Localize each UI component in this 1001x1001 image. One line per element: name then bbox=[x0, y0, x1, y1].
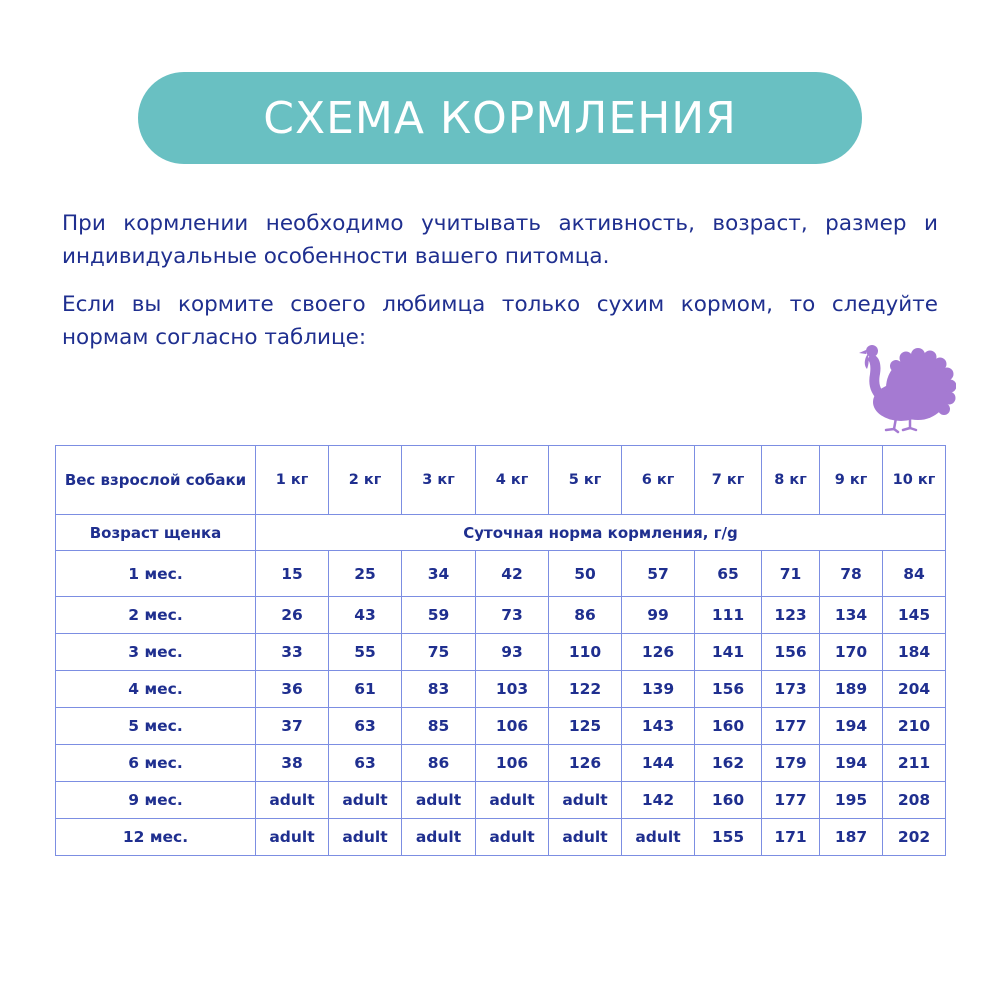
norm-cell: 162 bbox=[695, 745, 762, 782]
norm-cell: adult bbox=[329, 819, 402, 856]
page-title: СХЕМА КОРМЛЕНИЯ bbox=[263, 92, 737, 144]
norm-cell: adult bbox=[256, 782, 329, 819]
weight-header-cell: 2 кг bbox=[329, 446, 402, 515]
norm-cell: 179 bbox=[762, 745, 820, 782]
age-cell: 9 мес. bbox=[56, 782, 256, 819]
table-row bbox=[56, 671, 946, 708]
norm-cell: adult bbox=[476, 819, 549, 856]
norm-cell: 123 bbox=[762, 597, 820, 634]
norm-cell: 86 bbox=[402, 745, 476, 782]
table-row bbox=[56, 819, 946, 856]
norm-label: Суточная норма кормления, г/g bbox=[256, 515, 946, 551]
weight-header-cell: 10 кг bbox=[883, 446, 946, 515]
table-row bbox=[56, 597, 946, 634]
table-row bbox=[56, 551, 946, 597]
norm-cell: 99 bbox=[622, 597, 695, 634]
age-cell: 1 мес. bbox=[56, 551, 256, 597]
norm-cell: 194 bbox=[820, 745, 883, 782]
norm-cell: 189 bbox=[820, 671, 883, 708]
norm-cell: 37 bbox=[256, 708, 329, 745]
norm-cell: 84 bbox=[883, 551, 946, 597]
norm-cell: 170 bbox=[820, 634, 883, 671]
norm-cell: 38 bbox=[256, 745, 329, 782]
norm-cell: 103 bbox=[476, 671, 549, 708]
norm-cell: 25 bbox=[329, 551, 402, 597]
norm-cell: 173 bbox=[762, 671, 820, 708]
norm-cell: 126 bbox=[622, 634, 695, 671]
norm-cell: 142 bbox=[622, 782, 695, 819]
norm-cell: adult bbox=[329, 782, 402, 819]
norm-cell: 194 bbox=[820, 708, 883, 745]
norm-cell: 106 bbox=[476, 708, 549, 745]
norm-cell: 110 bbox=[549, 634, 622, 671]
weight-header-cell: 5 кг bbox=[549, 446, 622, 515]
norm-cell: adult bbox=[622, 819, 695, 856]
norm-cell: 145 bbox=[883, 597, 946, 634]
norm-cell: 210 bbox=[883, 708, 946, 745]
age-label: Возраст щенка bbox=[56, 515, 256, 551]
norm-cell: 125 bbox=[549, 708, 622, 745]
norm-cell: 126 bbox=[549, 745, 622, 782]
norm-cell: 55 bbox=[329, 634, 402, 671]
norm-cell: 160 bbox=[695, 708, 762, 745]
norm-cell: 83 bbox=[402, 671, 476, 708]
norm-cell: 177 bbox=[762, 782, 820, 819]
norm-cell: 202 bbox=[883, 819, 946, 856]
norm-cell: 43 bbox=[329, 597, 402, 634]
norm-cell: 160 bbox=[695, 782, 762, 819]
weight-header-row bbox=[56, 446, 946, 515]
norm-cell: 65 bbox=[695, 551, 762, 597]
norm-cell: 122 bbox=[549, 671, 622, 708]
norm-cell: 111 bbox=[695, 597, 762, 634]
table-row bbox=[56, 708, 946, 745]
norm-cell: 155 bbox=[695, 819, 762, 856]
age-cell: 5 мес. bbox=[56, 708, 256, 745]
table-row bbox=[56, 745, 946, 782]
weight-header-cell: 7 кг bbox=[695, 446, 762, 515]
norm-cell: 144 bbox=[622, 745, 695, 782]
table-row bbox=[56, 634, 946, 671]
norm-cell: 26 bbox=[256, 597, 329, 634]
intro-paragraph-1: При кормлении необходимо учитывать активность, возраст, размер и индивидуальные особенности вашего питомца. bbox=[62, 211, 938, 269]
table-body bbox=[56, 551, 946, 856]
norm-cell: 34 bbox=[402, 551, 476, 597]
norm-cell: 78 bbox=[820, 551, 883, 597]
norm-cell: 139 bbox=[622, 671, 695, 708]
norm-cell: adult bbox=[549, 782, 622, 819]
norm-cell: 36 bbox=[256, 671, 329, 708]
turkey-icon bbox=[856, 336, 956, 436]
weight-header-cell: 1 кг bbox=[256, 446, 329, 515]
norm-cell: 59 bbox=[402, 597, 476, 634]
weight-header-cell: 8 кг bbox=[762, 446, 820, 515]
intro-paragraph-2: Если вы кормите своего любимца только сухим кормом, то следуйте нормам согласно таблице: bbox=[62, 292, 938, 350]
weight-header-cell: 4 кг bbox=[476, 446, 549, 515]
norm-cell: 143 bbox=[622, 708, 695, 745]
age-cell: 2 мес. bbox=[56, 597, 256, 634]
norm-cell: 184 bbox=[883, 634, 946, 671]
norm-cell: 211 bbox=[883, 745, 946, 782]
norm-cell: 106 bbox=[476, 745, 549, 782]
feeding-table bbox=[55, 445, 946, 856]
norm-cell: adult bbox=[476, 782, 549, 819]
age-cell: 3 мес. bbox=[56, 634, 256, 671]
norm-cell: 134 bbox=[820, 597, 883, 634]
norm-cell: 85 bbox=[402, 708, 476, 745]
norm-cell: 93 bbox=[476, 634, 549, 671]
norm-cell: 177 bbox=[762, 708, 820, 745]
norm-cell: 204 bbox=[883, 671, 946, 708]
norm-header-row bbox=[56, 515, 946, 551]
norm-cell: 156 bbox=[695, 671, 762, 708]
norm-cell: 171 bbox=[762, 819, 820, 856]
norm-cell: adult bbox=[549, 819, 622, 856]
norm-cell: 73 bbox=[476, 597, 549, 634]
norm-cell: 208 bbox=[883, 782, 946, 819]
title-banner bbox=[138, 72, 862, 164]
norm-cell: 141 bbox=[695, 634, 762, 671]
norm-cell: adult bbox=[256, 819, 329, 856]
norm-cell: adult bbox=[402, 782, 476, 819]
norm-cell: 75 bbox=[402, 634, 476, 671]
norm-cell: 63 bbox=[329, 745, 402, 782]
intro-text bbox=[62, 207, 938, 369]
norm-cell: 195 bbox=[820, 782, 883, 819]
norm-cell: 156 bbox=[762, 634, 820, 671]
age-cell: 12 мес. bbox=[56, 819, 256, 856]
norm-cell: 42 bbox=[476, 551, 549, 597]
norm-cell: 71 bbox=[762, 551, 820, 597]
weight-label: Вес взрослой собаки bbox=[56, 446, 256, 515]
norm-cell: 187 bbox=[820, 819, 883, 856]
norm-cell: 50 bbox=[549, 551, 622, 597]
weight-header-cell: 6 кг bbox=[622, 446, 695, 515]
norm-cell: adult bbox=[402, 819, 476, 856]
weight-header-cell: 9 кг bbox=[820, 446, 883, 515]
norm-cell: 61 bbox=[329, 671, 402, 708]
norm-cell: 15 bbox=[256, 551, 329, 597]
age-cell: 6 мес. bbox=[56, 745, 256, 782]
norm-cell: 63 bbox=[329, 708, 402, 745]
age-cell: 4 мес. bbox=[56, 671, 256, 708]
norm-cell: 86 bbox=[549, 597, 622, 634]
weight-header-cell: 3 кг bbox=[402, 446, 476, 515]
table-row bbox=[56, 782, 946, 819]
norm-cell: 33 bbox=[256, 634, 329, 671]
norm-cell: 57 bbox=[622, 551, 695, 597]
